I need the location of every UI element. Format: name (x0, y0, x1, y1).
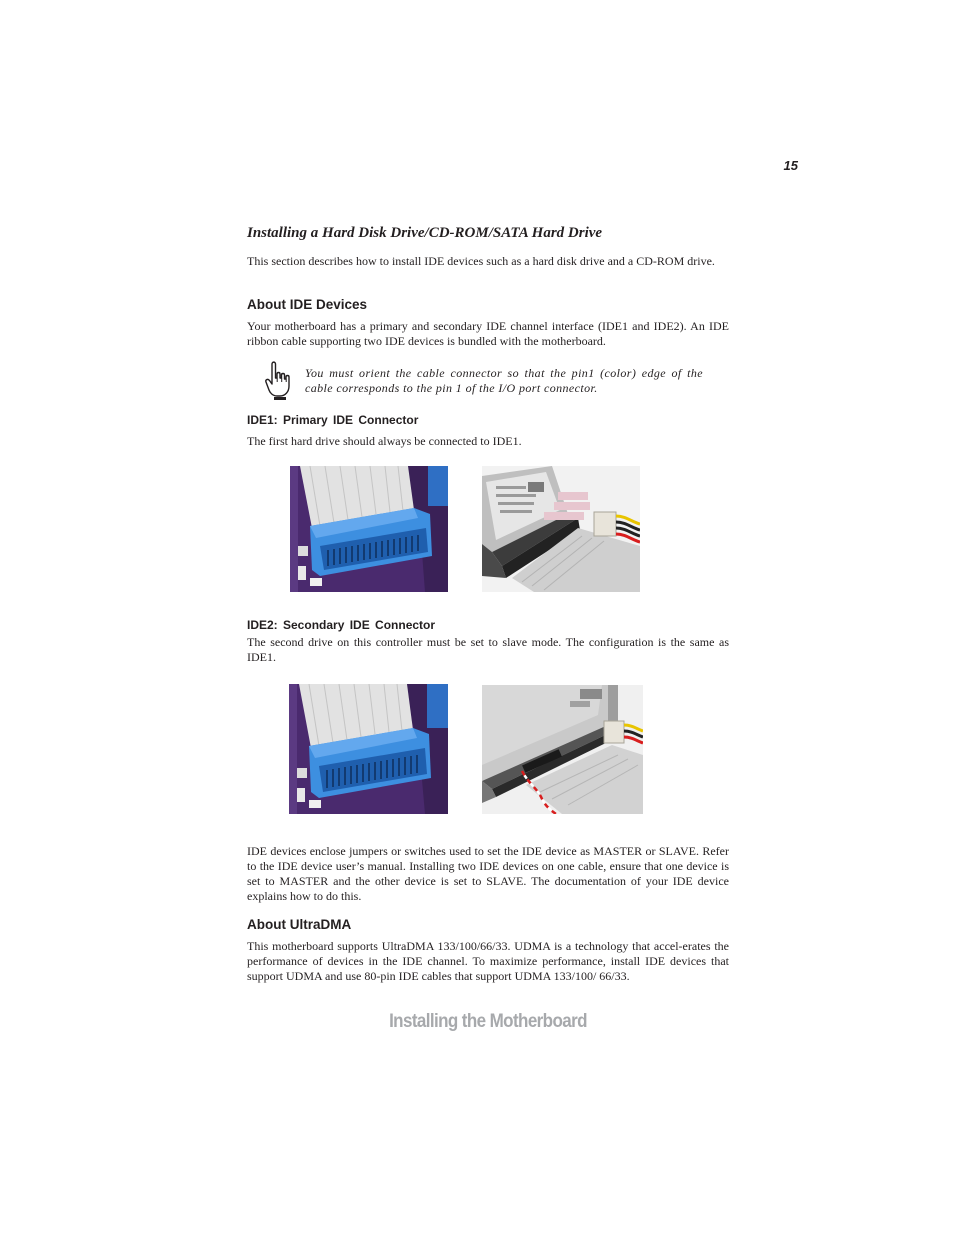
intro-paragraph: This section describes how to install IDE devices such as a hard disk drive and a CD-ROM drive. (247, 254, 715, 268)
ide2-connector-photo (289, 684, 448, 814)
hard-drive-photo (482, 466, 640, 592)
cdrom-drive-photo (482, 685, 643, 814)
section-title: Installing a Hard Disk Drive/CD-ROM/SATA Hard Drive (247, 225, 603, 241)
pointing-hand-icon (262, 360, 296, 400)
about-udma-paragraph: This motherboard supports UltraDMA 133/100/66/33. UDMA is a technology that accel-erates the performance of devices in the IDE channel. To maximize performance, install IDE devices that support UDMA and use 80-pin IDE cables that support UDMA 133/100/ 66/33. (247, 939, 729, 983)
footer-chapter-title: Installing the Motherboard (389, 1009, 587, 1032)
ide2-heading: IDE2: Secondary IDE Connector (247, 618, 436, 632)
ide2-paragraph: The second drive on this controller must be set to slave mode. The configuration is the same as IDE1. (247, 635, 729, 664)
ide1-connector-photo (290, 466, 448, 592)
about-udma-heading: About UltraDMA (247, 917, 352, 932)
about-ide-paragraph: Your motherboard has a primary and secondary IDE channel interface (IDE1 and IDE2). An IDE ribbon cable supporting two IDE devices is bundled with the motherboard. (247, 319, 729, 348)
ide1-heading: IDE1: Primary IDE Connector (247, 413, 419, 427)
note-text: You must orient the cable connector so that the pin1 (color) edge of the cable corresponds to the pin 1 of the I/O port connector. (305, 366, 703, 395)
about-ide-heading: About IDE Devices (247, 297, 368, 312)
page-number: 15 (783, 158, 798, 173)
ide1-paragraph: The first hard drive should always be connected to IDE1. (247, 434, 522, 448)
jumpers-paragraph: IDE devices enclose jumpers or switches used to set the IDE device as MASTER or SLAVE. Refer to the IDE device user’s manual. Installing two IDE devices on one cable, ensure that one device is set to MASTER and the other device is set to SLAVE. The documentation of your IDE device explains how to do this. (247, 844, 729, 903)
